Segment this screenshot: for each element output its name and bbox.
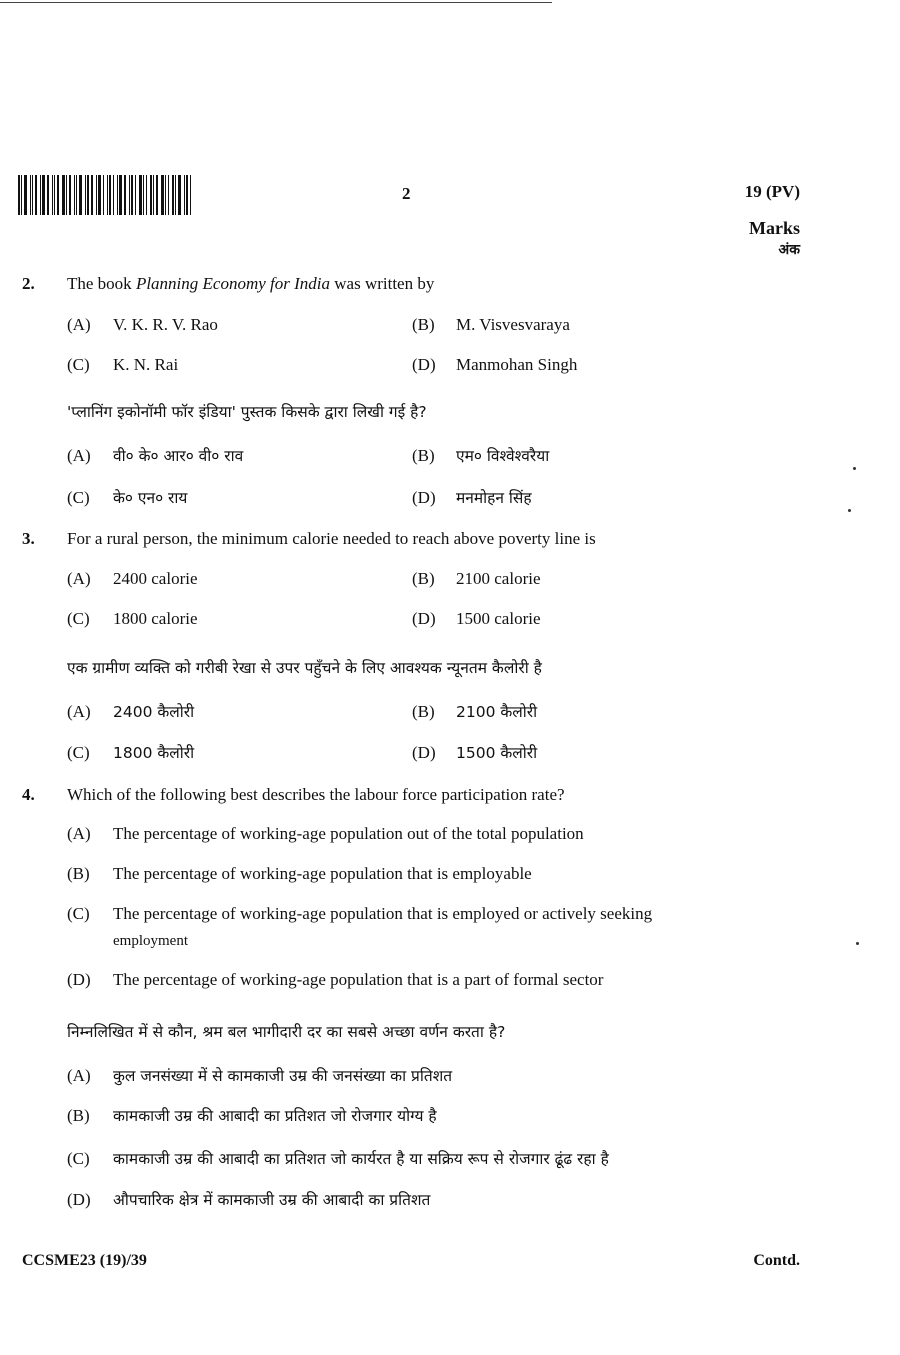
option-text: The percentage of working-age population that is a part of formal sector (113, 970, 604, 989)
option-text: K. N. Rai (113, 355, 179, 374)
option-a (67, 824, 584, 844)
option-text: The percentage of working-age population that is employable (113, 864, 532, 883)
option-label: (D) (412, 355, 436, 374)
question-text-hindi: एक ग्रामीण व्यक्ति को गरीबी रेखा से उपर पहुँचने के लिए आवश्यक न्यूनतम कैलोरी है (67, 659, 542, 677)
option-text: V. K. R. V. Rao (113, 315, 218, 334)
question-number: 4. (22, 785, 35, 804)
barcode-bar (21, 175, 22, 215)
option-b-hindi (412, 700, 537, 722)
option-label: (C) (67, 609, 90, 628)
option-c (67, 904, 113, 924)
barcode-bar (40, 175, 41, 215)
option-text: 2100 कैलोरी (456, 703, 538, 721)
barcode-bar (172, 175, 174, 215)
scan-speck (856, 942, 859, 945)
option-d (412, 609, 541, 629)
paper-footer-code: CCSME23 (19)/39 (22, 1252, 147, 1269)
option-text: 2400 calorie (113, 569, 198, 588)
option-b-hindi (67, 1104, 437, 1126)
barcode-bar (98, 175, 101, 215)
option-c (67, 355, 178, 375)
barcode-bar (76, 175, 77, 215)
option-text: औपचारिक क्षेत्र में कामकाजी उम्र की आबादी का प्रतिशत (113, 1191, 431, 1209)
option-c-hindi (67, 1147, 609, 1169)
option-text: The percentage of working-age population out of the total population (113, 824, 584, 843)
option-label: (C) (67, 904, 90, 923)
option-text: के० एन० राय (113, 489, 188, 507)
scan-speck (848, 509, 851, 512)
option-label: (C) (67, 743, 90, 762)
option-b (412, 315, 570, 335)
option-b (412, 569, 541, 589)
option-text: 1800 calorie (113, 609, 198, 628)
page-number: 2 (402, 184, 411, 203)
paper-code: 19 (PV) (744, 182, 800, 201)
question-text-hindi: निम्नलिखित में से कौन, श्रम बल भागीदारी दर का सबसे अच्छा वर्णन करता है? (67, 1023, 506, 1041)
question-text-pre: The book (67, 274, 136, 293)
barcode-bar (91, 175, 93, 215)
barcode-bar (69, 175, 71, 215)
option-b-hindi (412, 444, 549, 466)
barcode-bar (57, 175, 59, 215)
barcode-bar (153, 175, 154, 215)
option-text: Manmohan Singh (456, 355, 578, 374)
option-a (67, 569, 198, 589)
barcode-bar (190, 175, 191, 215)
barcode-bar (143, 175, 144, 215)
option-a-hindi (67, 700, 194, 722)
option-label: (C) (67, 488, 90, 507)
barcode-bar (66, 175, 67, 215)
barcode-bar (109, 175, 111, 215)
option-label: (B) (67, 864, 90, 883)
barcode-bar (18, 175, 20, 215)
option-label: (D) (67, 1190, 91, 1209)
barcode-bar (139, 175, 142, 215)
option-text: एम० विश्वेश्वरैया (456, 447, 550, 465)
option-label: (B) (412, 315, 435, 334)
barcode-bar (131, 175, 133, 215)
option-label: (C) (67, 355, 90, 374)
option-d (412, 355, 577, 375)
option-text: कामकाजी उम्र की आबादी का प्रतिशत जो रोजगार योग्य है (113, 1107, 437, 1125)
question-text-post: was written by (330, 274, 435, 293)
question-text (67, 274, 434, 294)
barcode-bar (74, 175, 75, 215)
option-label: (A) (67, 446, 91, 465)
option-label: (A) (67, 1066, 91, 1085)
continued-label: Contd. (753, 1252, 800, 1269)
option-label: (C) (67, 1149, 90, 1168)
barcode-bar (175, 175, 176, 215)
barcode-bar (113, 175, 114, 215)
top-rule (0, 2, 552, 3)
marks-label-hi: अंक (778, 242, 800, 258)
barcode-bar (107, 175, 108, 215)
barcode-bar (117, 175, 118, 215)
barcode-bar (119, 175, 122, 215)
scan-speck (853, 467, 856, 470)
barcode-bar (52, 175, 53, 215)
barcode-bar (62, 175, 65, 215)
barcode-bar (150, 175, 152, 215)
barcode-bar (96, 175, 97, 215)
option-c-hindi (67, 486, 187, 508)
barcode-bar (54, 175, 55, 215)
option-b (67, 864, 532, 884)
option-text: 1500 कैलोरी (456, 744, 538, 762)
option-label: (A) (67, 702, 91, 721)
option-text: The percentage of working-age population that is employed or actively seeking (113, 904, 653, 923)
option-text: कामकाजी उम्र की आबादी का प्रतिशत जो कार्यरत है या सक्रिय रूप से रोजगार ढूंढ रहा है (113, 1150, 609, 1168)
option-label: (D) (412, 609, 436, 628)
option-d-hindi (67, 1188, 430, 1210)
option-text: 2100 calorie (456, 569, 541, 588)
option-a-hindi (67, 1064, 452, 1086)
barcode-bar (186, 175, 188, 215)
question-text-hindi: 'प्लानिंग इकोनॉमी फॉर इंडिया' पुस्तक किसके द्वारा लिखी गई है? (67, 403, 427, 421)
question-text: For a rural person, the minimum calorie needed to reach above poverty line is (67, 529, 596, 548)
barcode-bar (184, 175, 185, 215)
barcode-bar (24, 175, 27, 215)
option-label: (D) (412, 743, 436, 762)
option-label: (B) (412, 569, 435, 588)
barcode-bar (35, 175, 37, 215)
barcode-bar (165, 175, 166, 215)
option-text: 1800 कैलोरी (113, 744, 195, 762)
option-a-hindi (67, 444, 243, 466)
option-text: कुल जनसंख्या में से कामकाजी उम्र की जनसंख्या का प्रतिशत (113, 1067, 453, 1085)
option-text: मनमोहन सिंह (456, 489, 532, 507)
option-text: 2400 कैलोरी (113, 703, 195, 721)
option-d (67, 970, 603, 990)
option-text: वी० के० आर० वी० राव (113, 447, 244, 465)
barcode-bar (146, 175, 147, 215)
option-text: M. Visvesvaraya (456, 315, 570, 334)
barcode-bar (103, 175, 104, 215)
option-text-continued: employment (113, 933, 188, 949)
option-label: (A) (67, 569, 91, 588)
barcode-bar (47, 175, 49, 215)
marks-label (749, 217, 800, 261)
question-text: Which of the following best describes the labour force participation rate? (67, 785, 565, 804)
option-d-hindi (412, 741, 537, 763)
barcode-bar (161, 175, 164, 215)
book-title: Planning Economy for India (135, 274, 330, 293)
question-number: 2. (22, 274, 35, 293)
barcode-bar (30, 175, 31, 215)
barcode-bar (85, 175, 86, 215)
option-d-hindi (412, 486, 532, 508)
barcode (18, 175, 194, 215)
barcode-bar (178, 175, 181, 215)
option-a (67, 315, 218, 335)
option-c-text (113, 901, 773, 954)
barcode-bar (42, 175, 45, 215)
question-number: 3. (22, 529, 35, 548)
option-label: (D) (67, 970, 91, 989)
barcode-bar (156, 175, 158, 215)
barcode-bar (79, 175, 82, 215)
option-c-hindi (67, 741, 194, 763)
barcode-bar (168, 175, 169, 215)
option-c (67, 609, 198, 629)
barcode-bar (124, 175, 126, 215)
marks-label-en: Marks (749, 218, 800, 238)
option-label: (A) (67, 824, 91, 843)
option-label: (B) (412, 446, 435, 465)
barcode-bar (135, 175, 136, 215)
option-label: (A) (67, 315, 91, 334)
barcode-bar (129, 175, 130, 215)
barcode-bar (87, 175, 89, 215)
option-text: 1500 calorie (456, 609, 541, 628)
option-label: (B) (412, 702, 435, 721)
option-label: (B) (67, 1106, 90, 1125)
option-label: (D) (412, 488, 436, 507)
barcode-bar (32, 175, 33, 215)
